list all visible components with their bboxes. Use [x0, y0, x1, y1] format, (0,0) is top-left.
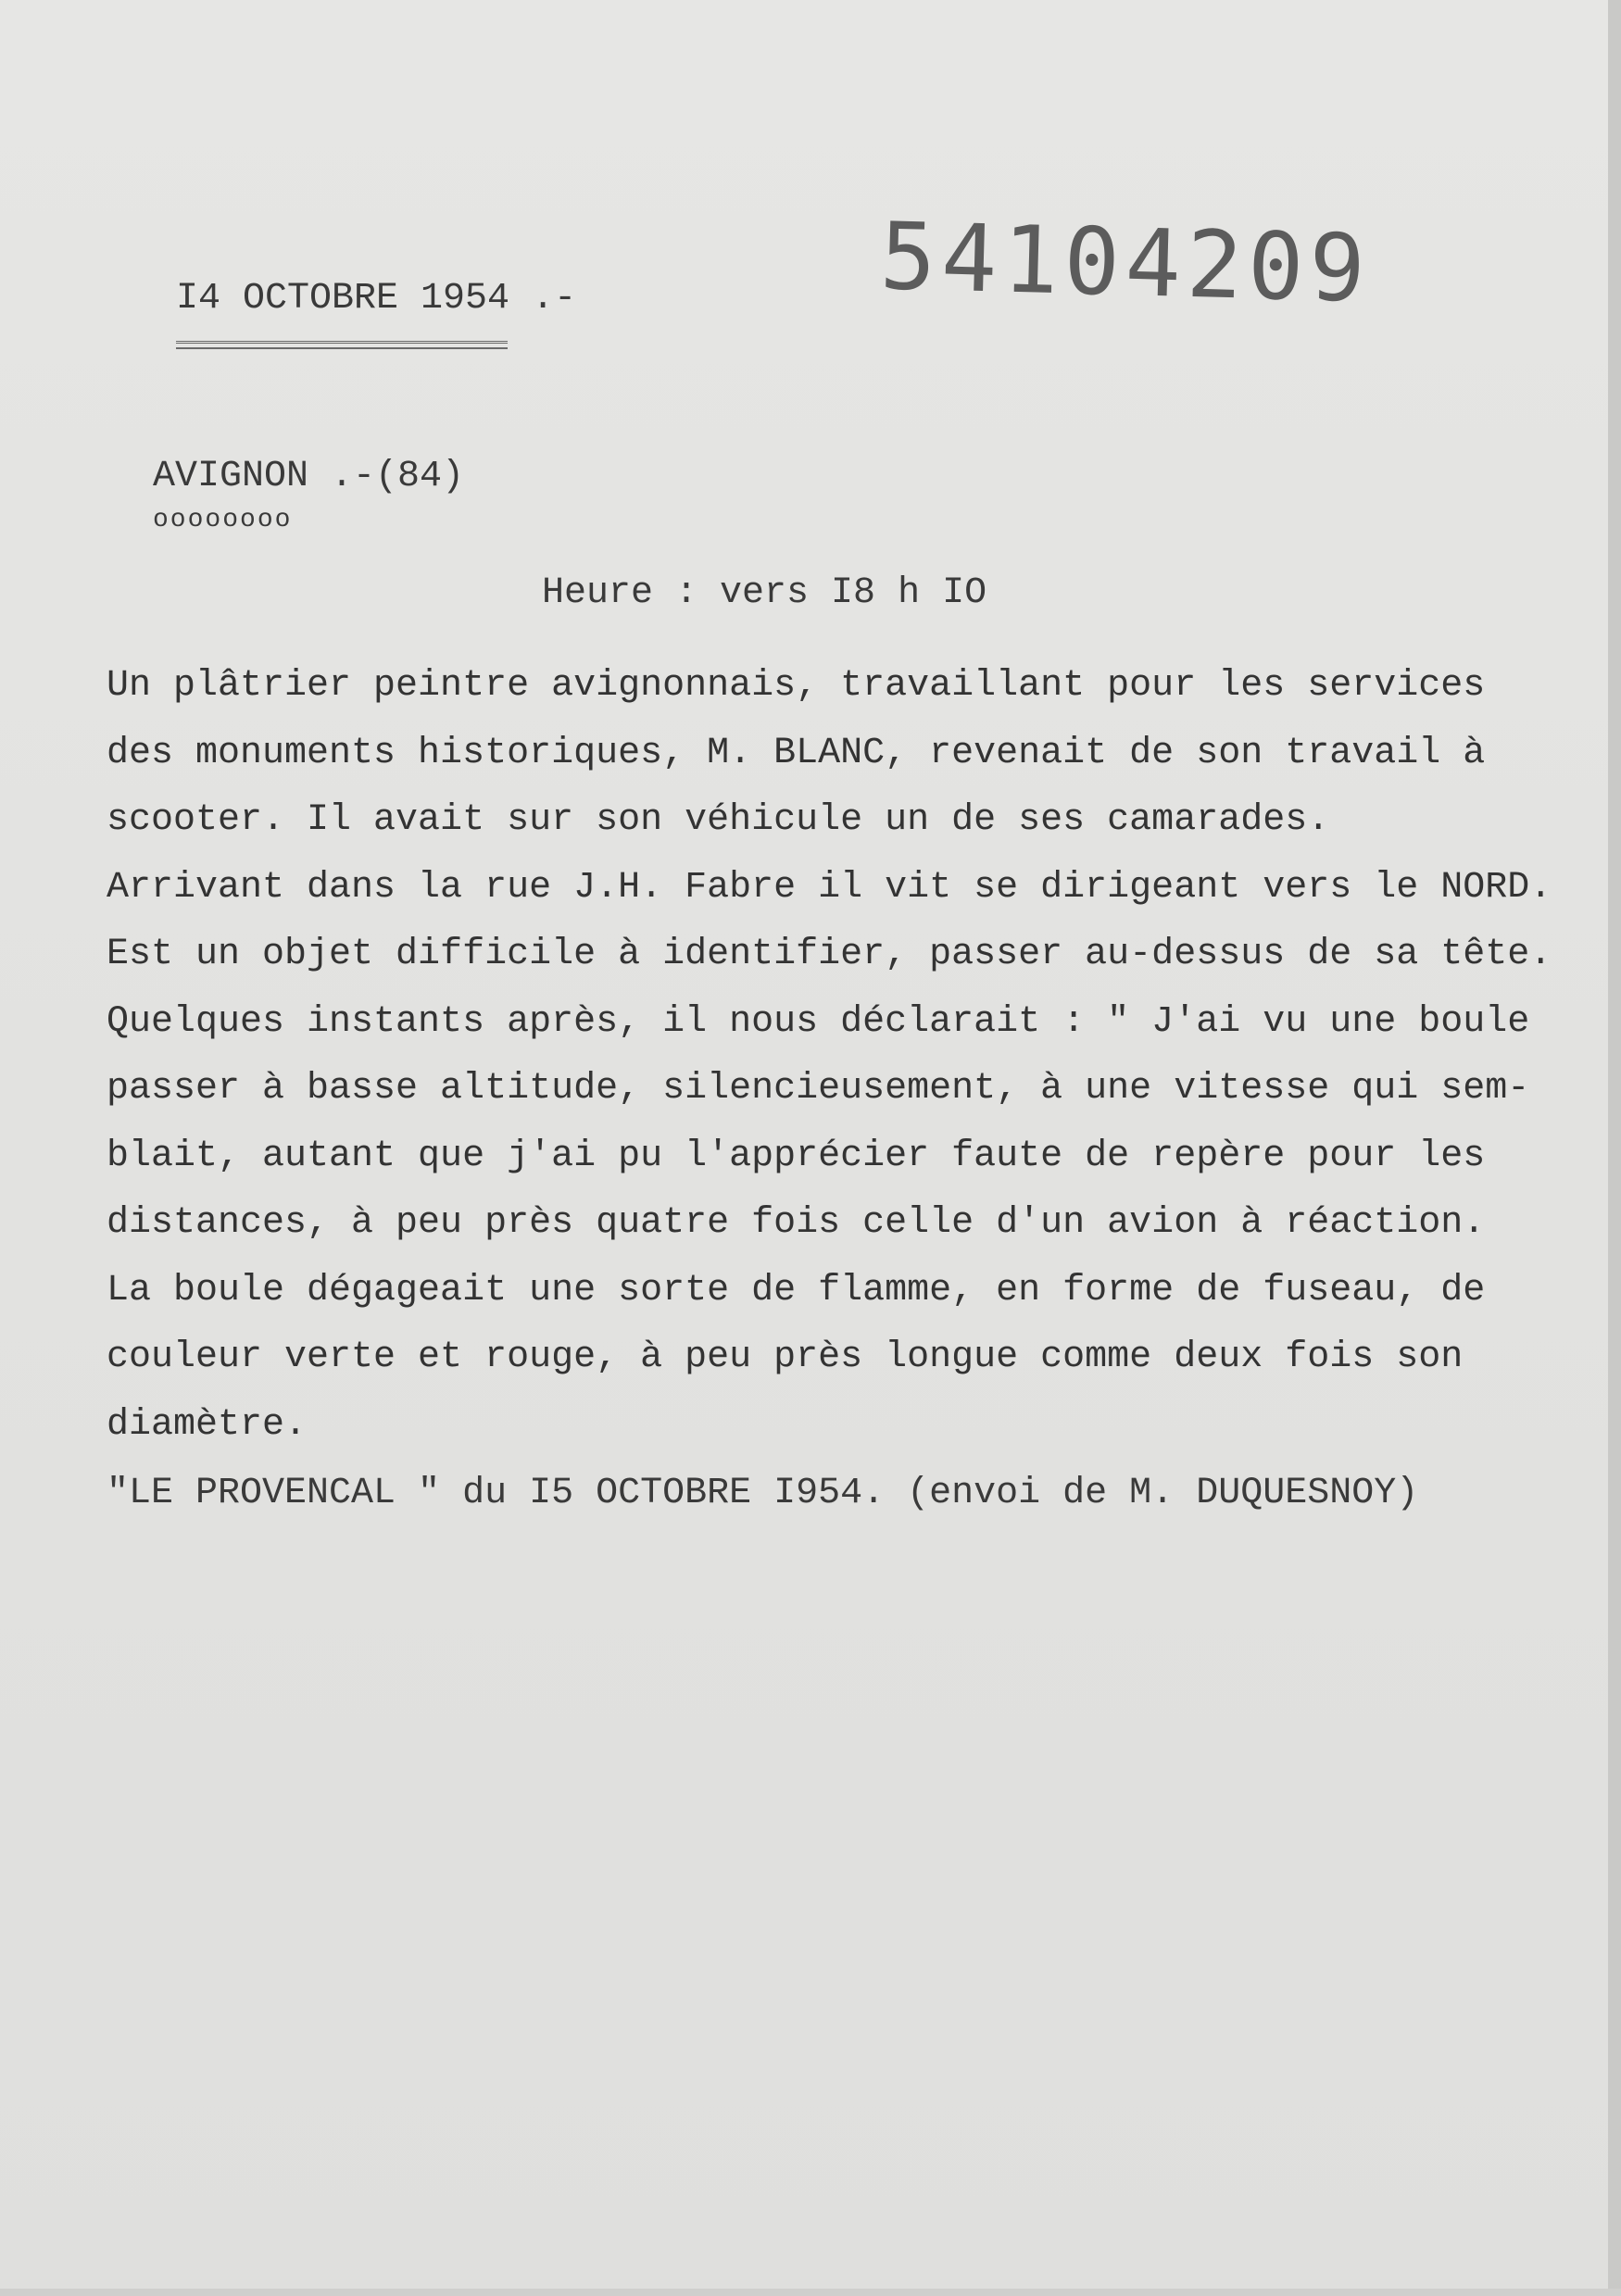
page-bottom-edge: [0, 2289, 1621, 2296]
reference-number-stamp: 54104209: [878, 202, 1373, 323]
document-date: I4 OCTOBRE 1954 .-: [176, 278, 577, 320]
location-underline: oooooooo: [153, 506, 293, 534]
body-line: des monuments historiques, M. BLANC, revenait de son travail à: [107, 732, 1486, 774]
body-line: couleur verte et rouge, à peu près longue comme deux fois son: [107, 1336, 1464, 1378]
body-line: Est un objet difficile à identifier, passer au-dessus de sa tête.: [107, 934, 1552, 975]
body-line: Un plâtrier peintre avignonnais, travaillant pour les services: [107, 665, 1486, 707]
body-line: scooter. Il avait sur son véhicule un de ses camarades.: [107, 799, 1330, 841]
body-line: La boule dégageait une sorte de flamme, en forme de fuseau, de: [107, 1269, 1486, 1311]
source-citation: "LE PROVENCAL " du I5 OCTOBRE I954. (envoi de M. DUQUESNOY): [107, 1473, 1419, 1514]
body-line: Quelques instants après, il nous déclarait : " J'ai vu une boule: [107, 1000, 1530, 1043]
body-line: Arrivant dans la rue J.H. Fabre il vit se dirigeant vers le NORD.: [107, 866, 1552, 909]
date-underline: [176, 341, 508, 349]
time-line: Heure : vers I8 h IO: [542, 572, 987, 614]
body-line: diamètre.: [107, 1403, 308, 1446]
body-line: blait, autant que j'ai pu l'apprécier faute de repère pour les: [107, 1135, 1486, 1177]
body-line: passer à basse altitude, silencieusement, à une vitesse qui sem-: [107, 1068, 1530, 1110]
location-heading: AVIGNON .-(84): [153, 456, 465, 497]
page-edge-shadow: [1608, 0, 1621, 2296]
report-body: [107, 653, 1552, 1459]
body-line: distances, à peu près quatre fois celle d'un avion à réaction.: [107, 1202, 1486, 1244]
